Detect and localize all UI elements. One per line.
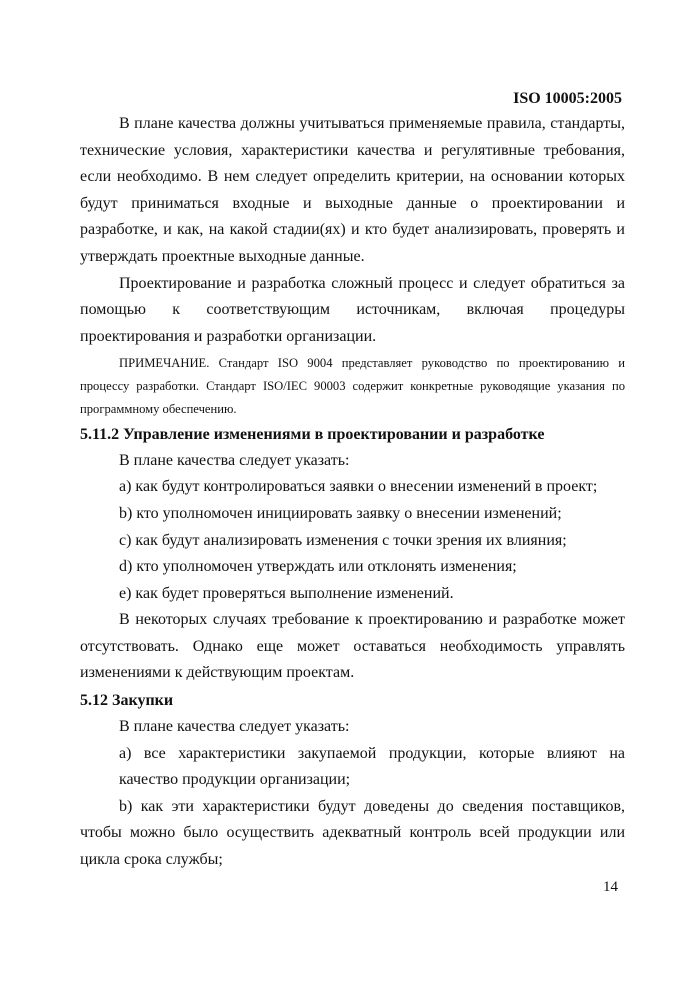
page-content — [80, 111, 625, 874]
list-item: e) как будет проверяться выполнение изменений. — [119, 584, 454, 602]
list-item: b) как эти характеристики будут доведены до сведения поставщиков, чтобы можно было осуществить адекватный контроль всей продукции или цикла срока службы; — [80, 797, 625, 869]
note-paragraph: ПРИМЕЧАНИЕ. Стандарт ISO 9004 представляет руководство по проектированию и процессу разработки. Стандарт ISO/IEC 90003 содержит конкретные руководящие указания по программному обеспечению. — [80, 356, 625, 416]
section-intro: В плане качества следует указать: — [119, 451, 350, 469]
list-item: a) все характеристики закупаемой продукции, которые влияют на качество продукции организации; — [119, 744, 625, 789]
list-item: d) кто уполномочен утверждать или отклонять изменения; — [119, 558, 517, 576]
section-heading-5-11-2: 5.11.2 Управление изменениями в проектировании и разработке — [80, 425, 545, 443]
standard-header: ISO 10005:2005 — [513, 90, 622, 107]
paragraph-quality-plan-criteria: В плане качества должны учитываться применяемые правила, стандарты, технические условия, характеристики качества и регулятивные требования, если необходимо. В нем следует определить критерии, на основании которых будут приниматься входные и выходные данные о проектировании и разработке, и как, на какой стадии(ях) и кто будет анализировать, проверять и утверждать проектные выходные данные. — [80, 115, 625, 265]
list-item: c) как будут анализировать изменения с точки зрения их влияния; — [119, 531, 567, 549]
section-intro: В плане качества следует указать: — [119, 718, 350, 736]
list-item: b) кто уполномочен инициировать заявку о внесении изменений; — [119, 504, 562, 522]
paragraph-design-complexity: Проектирование и разработка сложный процесс и следует обратиться за помощью к соответствующим источникам, включая процедуры проектирования и разработки организации. — [80, 274, 625, 345]
section-heading-5-12: 5.12 Закупки — [80, 692, 174, 710]
page-number: 14 — [603, 879, 618, 895]
list-item: a) как будут контролироваться заявки о внесении изменений в проект; — [119, 478, 598, 496]
section-closing-paragraph: В некоторых случаях требование к проектированию и разработке может отсутствовать. Однако еще может оставаться необходимость управлять изменениями к действующим проектам. — [80, 611, 625, 682]
